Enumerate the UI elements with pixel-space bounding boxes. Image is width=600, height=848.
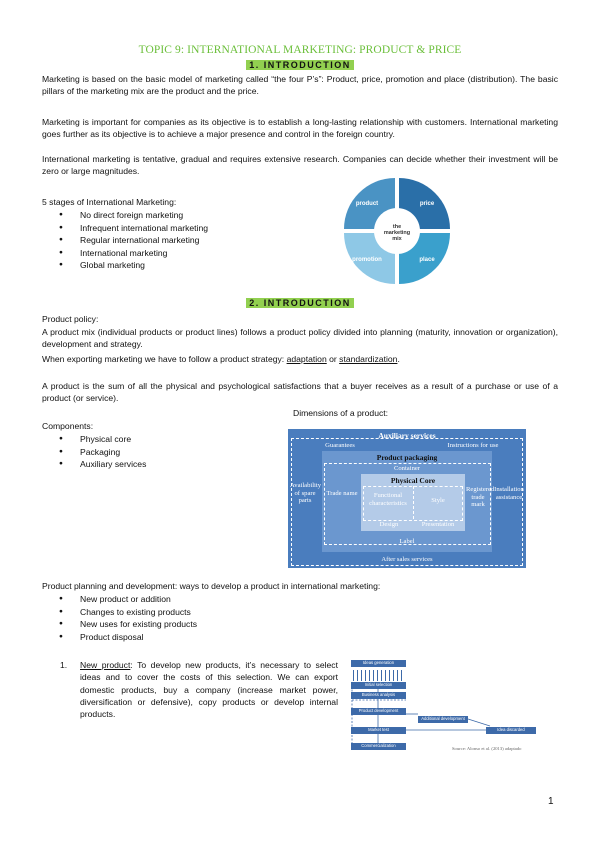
new-product-number: 1. bbox=[60, 660, 68, 670]
export-strategy-line: When exporting marketing we have to follow a product strategy: adaptation or standardization. bbox=[42, 354, 400, 364]
components-title: Components: bbox=[42, 421, 94, 431]
document-title: TOPIC 9: INTERNATIONAL MARKETING: PRODUCT & PRICE bbox=[138, 44, 462, 56]
flow-step: Initial selection bbox=[351, 682, 406, 689]
guarantees-label: Guarantees bbox=[325, 442, 355, 449]
registered-label: Registered trade mark bbox=[466, 486, 495, 508]
list-item: ● Global marketing bbox=[42, 259, 302, 272]
paragraph-four-ps: Marketing is based on the basic model of marketing called “the four P’s”: Product, price, promotion and place (distribution). The basic pillars of the marketing mix are the product and the price. bbox=[42, 74, 558, 97]
page-number: 1 bbox=[548, 796, 554, 807]
physical-core-label: Physical Core bbox=[390, 476, 436, 485]
availability-label: Availability of spare parts bbox=[290, 482, 322, 504]
dimensions-title: Dimensions of a product: bbox=[293, 408, 389, 418]
flow-source: Source: Alonso et al. (2013) adaptado bbox=[452, 746, 522, 751]
paragraph-importance: Marketing is important for companies as its objective is to establish a long-lasting relationship with customers. International marketing goes further as its objective is to achieve a major presence and control in the foreign country. bbox=[42, 117, 558, 140]
instructions-label: Instructions for use bbox=[447, 442, 499, 449]
list-item: ● Infrequent international marketing bbox=[42, 222, 302, 235]
list-item: ● International marketing bbox=[42, 247, 302, 260]
product-dimensions-diagram bbox=[288, 429, 526, 568]
planning-intro: Product planning and development: ways to develop a product in international marketing: bbox=[42, 581, 381, 591]
flow-step: Business analysis bbox=[351, 692, 406, 699]
list-item: ● Auxiliary services bbox=[42, 458, 262, 471]
functional-label: Functional characteristics bbox=[369, 492, 407, 507]
stages-title: 5 stages of International Marketing: bbox=[42, 197, 177, 207]
list-item: ● Changes to existing products bbox=[42, 606, 342, 619]
after-sales-label: After sales services bbox=[381, 556, 433, 563]
flow-step: Ideas generation bbox=[351, 660, 406, 667]
components-list bbox=[42, 433, 262, 471]
section-2-heading: 2. INTRODUCTION bbox=[0, 297, 600, 309]
section-1-heading: 1. INTRODUCTION bbox=[0, 59, 600, 71]
mix-center-label-1: the bbox=[392, 224, 402, 230]
list-item: ● Physical core bbox=[42, 433, 262, 446]
mix-label-promotion: promotion bbox=[352, 257, 382, 263]
product-policy-title: Product policy: bbox=[42, 314, 99, 324]
flow-side-box: Idea discarded bbox=[486, 727, 536, 734]
list-item: ● New uses for existing products bbox=[42, 618, 342, 631]
mix-label-place: place bbox=[419, 257, 435, 263]
adaptation-term: adaptation bbox=[286, 354, 327, 364]
mix-center-label-3: mix bbox=[392, 236, 402, 242]
stages-list bbox=[42, 209, 302, 272]
flow-side-box: Additional development bbox=[418, 716, 468, 723]
marketing-mix-diagram bbox=[338, 176, 456, 286]
product-policy-text: A product mix (individual products or product lines) follows a product policy divided into planning (maturity, innovation or organization), development and strategy. bbox=[42, 327, 558, 350]
mix-center-label-2: marketing bbox=[383, 230, 411, 236]
flow-step: Product development bbox=[351, 708, 406, 715]
design-label: Design bbox=[379, 521, 399, 528]
list-item: ● New product or addition bbox=[42, 593, 342, 606]
list-item: ● Regular international marketing bbox=[42, 234, 302, 247]
presentation-label: Presentation bbox=[421, 521, 455, 528]
style-label: Style bbox=[431, 497, 445, 504]
standardization-term: standardization bbox=[339, 354, 398, 364]
planning-list bbox=[42, 593, 342, 643]
list-item: ● Packaging bbox=[42, 446, 262, 459]
mix-label-product: product bbox=[355, 201, 379, 207]
container-label: Container bbox=[393, 465, 420, 472]
label-label: Label bbox=[399, 538, 415, 545]
mix-label-price: price bbox=[419, 201, 435, 207]
flow-step: Commercialization bbox=[351, 743, 406, 750]
installation-label: Installation assistance bbox=[494, 486, 524, 501]
product-definition: A product is the sum of all the physical and psychological satisfactions that a buyer receives as a result of a purchase or use of a product (or service). bbox=[42, 381, 558, 404]
list-item: ● Product disposal bbox=[42, 631, 342, 644]
new-product-text: New product: To develop new products, it’s necessary to select ideas and to cover the costs of this selection. We can export domestic products, buy a company (increase market power, diversification or defensive), copy products or develop internal products. bbox=[80, 660, 338, 720]
flow-step: Market test bbox=[351, 727, 406, 734]
product-packaging-label: Product packaging bbox=[376, 453, 438, 462]
auxiliary-services-label: Auxiliary services bbox=[378, 431, 436, 440]
trade-name-label: Trade name bbox=[326, 490, 358, 497]
paragraph-tentative: International marketing is tentative, gradual and requires extensive research. Companies can decide whether their investment will be zero or large magnitudes. bbox=[42, 154, 558, 177]
flow-arrows bbox=[340, 660, 540, 752]
list-item: ● No direct foreign marketing bbox=[42, 209, 302, 222]
